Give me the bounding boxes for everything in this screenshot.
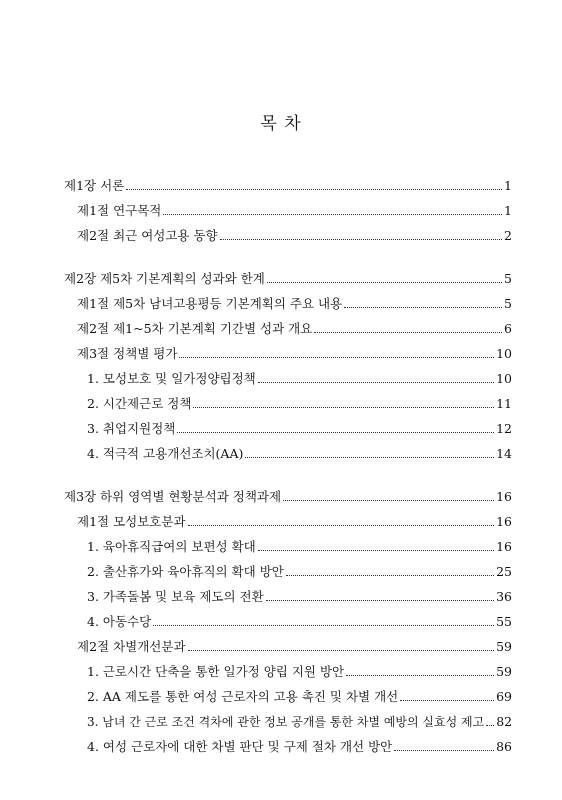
toc-entry-label: 제2절 차별개선분과 (77, 639, 186, 654)
dot-leader (177, 431, 494, 433)
toc-page-number: 82 (496, 714, 513, 729)
dot-leader (220, 238, 502, 240)
toc-page-number: 14 (496, 446, 512, 461)
toc-entry-label: 제3절 정책별 평가 (77, 346, 178, 361)
toc-entry-label: 3. 가족돌봄 및 보육 제도의 전환 (87, 589, 264, 604)
toc-entry-label: 1. 근로시간 단축을 통한 일가정 양립 지원 방안 (87, 664, 345, 679)
toc-entry-label: 제2장 제5차 기본계획의 성과와 한계 (64, 271, 265, 286)
toc-entry-item[interactable] (64, 444, 512, 464)
dot-leader (258, 549, 494, 551)
toc-entry-label: 제1절 연구목적 (77, 203, 162, 218)
toc-page-number: 6 (504, 321, 512, 336)
toc-page-number: 86 (496, 739, 512, 754)
toc-page-number: 1 (504, 203, 512, 218)
toc-entry-item[interactable] (64, 369, 512, 389)
dot-leader (267, 281, 502, 283)
toc-page-number: 12 (496, 421, 512, 436)
toc-entry-label: 4. 아동수당 (87, 614, 152, 629)
dot-leader (286, 574, 494, 576)
toc-entry-label: 4. 적극적 고용개선조치(AA) (87, 446, 244, 461)
toc-entry-label: 3. 취업지원정책 (87, 421, 176, 436)
toc-page-number: 10 (496, 371, 512, 386)
toc-entry-label: 4. 여성 근로자에 대한 차별 판단 및 구제 절차 개선 방안 (87, 739, 393, 754)
toc-page-number: 16 (496, 539, 512, 554)
dot-leader (245, 456, 494, 458)
toc-entry-section[interactable] (64, 319, 512, 339)
dot-leader (126, 188, 502, 190)
toc-entry-label: 제1절 모성보호분과 (77, 514, 186, 529)
toc-page-number: 59 (496, 664, 512, 679)
toc-page-number: 25 (496, 564, 512, 579)
toc-entry-label: 3. 남녀 간 근로 조건 격차에 관한 정보 공개를 통한 차별 예방의 실효성 제고 (87, 715, 485, 729)
toc-entry-section[interactable] (64, 512, 512, 532)
toc-entry-label: 제2절 최근 여성고용 동향 (77, 228, 218, 243)
toc-page-number: 59 (496, 639, 512, 654)
toc-entry-section[interactable] (64, 294, 512, 314)
toc-entry-item[interactable] (64, 612, 512, 632)
toc-entry-label: 제3장 하위 영역별 현황분석과 정책과제 (64, 489, 282, 504)
toc-entry-section[interactable] (64, 637, 512, 657)
dot-leader (179, 356, 494, 358)
toc-entry-item[interactable] (64, 537, 512, 557)
dot-leader (193, 406, 494, 408)
toc-entry-item[interactable] (64, 419, 512, 439)
toc-entry-section[interactable] (64, 226, 512, 246)
toc-page-number: 55 (496, 614, 512, 629)
dot-leader (266, 599, 494, 601)
toc-page-number: 1 (504, 178, 512, 193)
dot-leader (188, 649, 495, 651)
toc-entry-label: 제2절 제1~5차 기본계획 기간별 성과 개요 (77, 321, 313, 336)
toc-entry-label: 2. AA 제도를 통한 여성 근로자의 고용 촉진 및 차별 개선 (87, 689, 399, 704)
dot-leader (314, 331, 502, 333)
toc-entry-item[interactable] (64, 712, 512, 732)
dot-leader (346, 674, 494, 676)
dot-leader (163, 213, 502, 215)
toc-entry-item[interactable] (64, 562, 512, 582)
toc-entry-label: 1. 모성보호 및 일가정양립정책 (87, 371, 256, 386)
toc-entry-label: 제1절 제5차 남녀고용평등 기본계획의 주요 내용 (77, 296, 343, 311)
toc-page-number: 36 (496, 589, 512, 604)
toc-page-number: 11 (496, 396, 512, 411)
dot-leader (283, 499, 494, 501)
toc-entry-item[interactable] (64, 662, 512, 682)
dot-leader (394, 749, 494, 751)
dot-leader (486, 724, 494, 726)
toc-entry-item[interactable] (64, 687, 512, 707)
toc-entry-label: 2. 출산휴가와 육아휴직의 확대 방안 (87, 564, 284, 579)
toc-page-number: 69 (496, 689, 512, 704)
toc-page-number: 5 (504, 271, 512, 286)
toc-entry-item[interactable] (64, 587, 512, 607)
dot-leader (400, 699, 494, 701)
dot-leader (258, 381, 494, 383)
toc-entry-section[interactable] (64, 344, 512, 364)
toc-page-number: 5 (504, 296, 512, 311)
toc-entry-label: 제1장 서론 (64, 178, 125, 193)
toc-entry-section[interactable] (64, 201, 512, 221)
page-title: 목 차 (260, 114, 302, 134)
dot-leader (188, 524, 495, 526)
toc-page-number: 16 (496, 489, 512, 504)
toc-entry-chapter-2[interactable] (64, 269, 512, 289)
toc-page-number: 16 (496, 514, 512, 529)
toc-entry-item[interactable] (64, 394, 512, 414)
dot-leader (344, 306, 502, 308)
toc-entry-item[interactable] (64, 737, 512, 757)
toc-entry-label: 2. 시간제근로 정책 (87, 396, 192, 411)
toc-entry-label: 1. 육아휴직급여의 보편성 확대 (87, 539, 256, 554)
toc-page-number: 10 (496, 346, 512, 361)
toc-entry-chapter-1[interactable] (64, 176, 512, 196)
toc-entry-chapter-3[interactable] (64, 487, 512, 507)
toc-page-number: 2 (504, 228, 512, 243)
dot-leader (153, 624, 494, 626)
